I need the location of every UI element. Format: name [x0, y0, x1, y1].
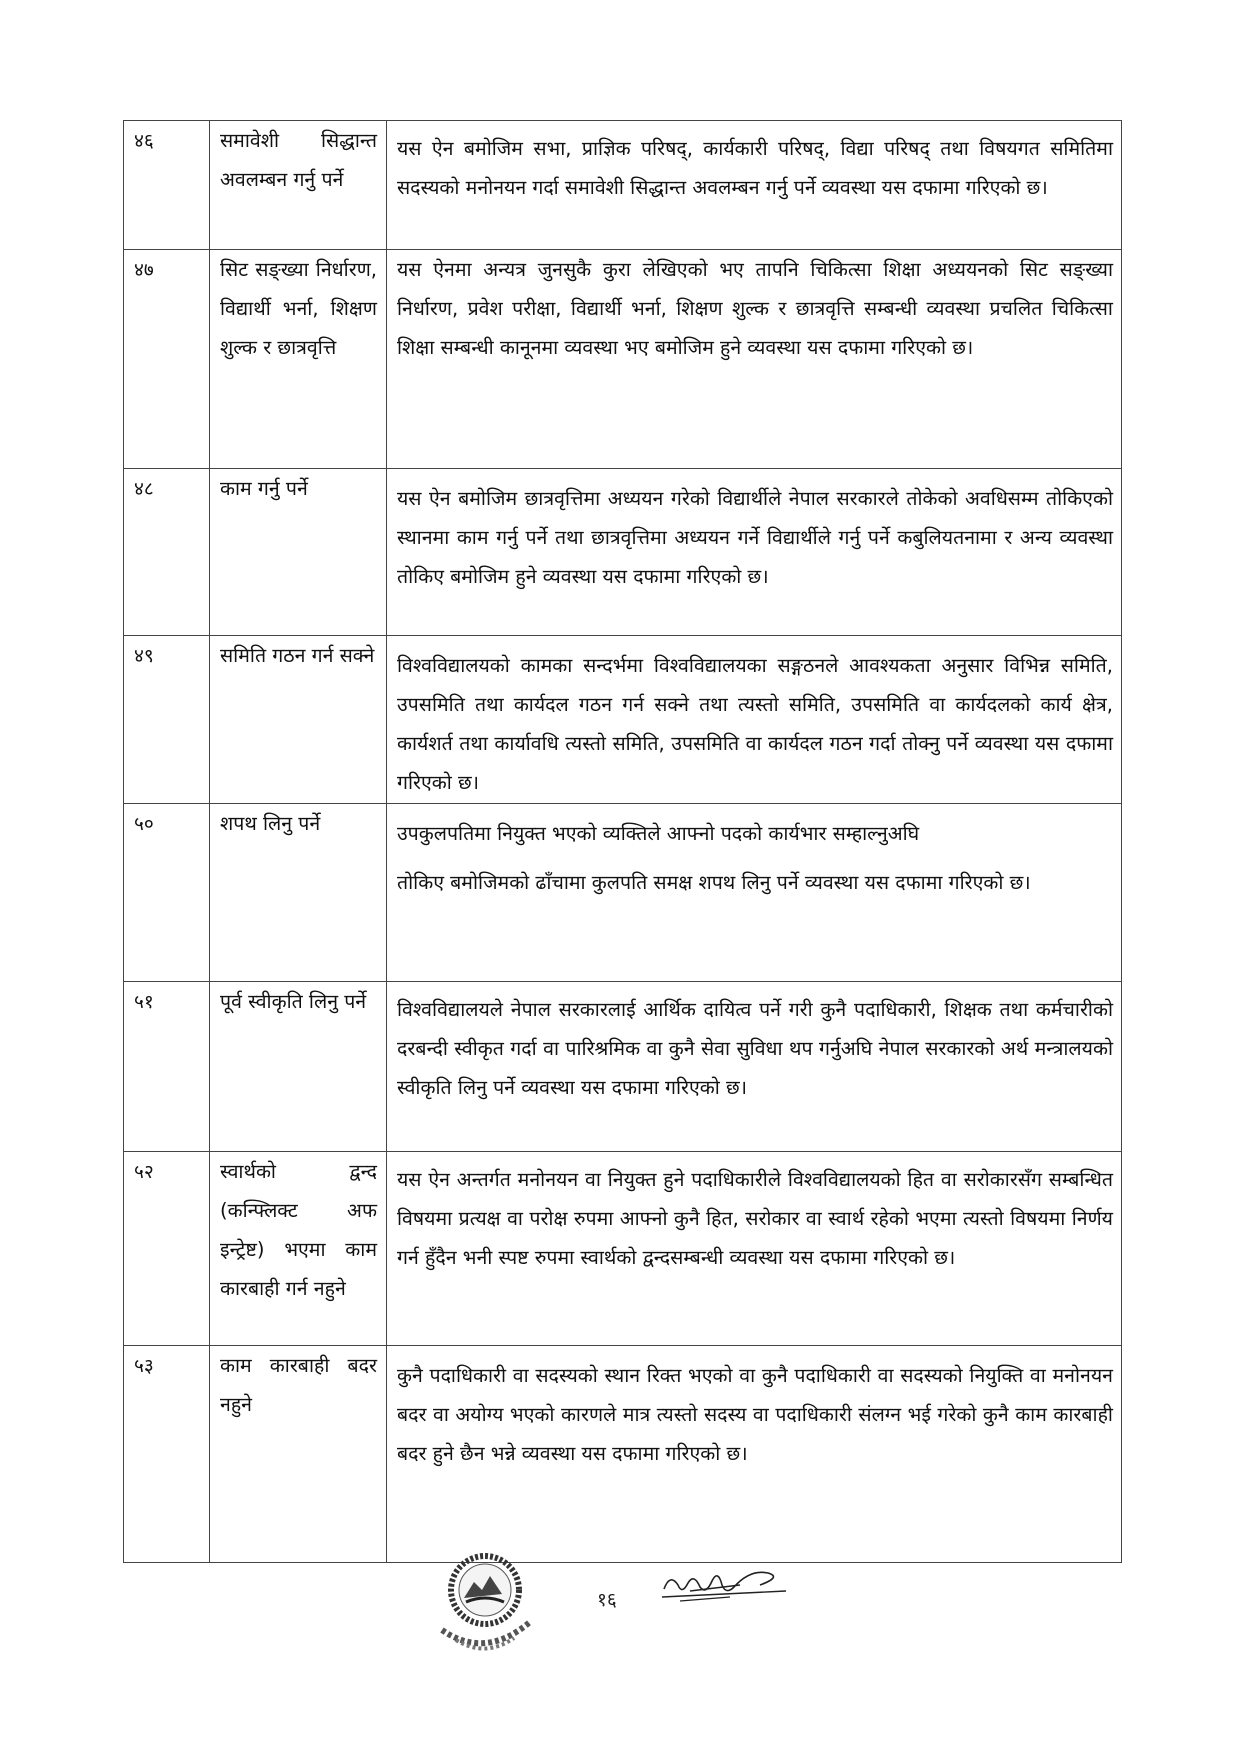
table-row: [124, 636, 1122, 804]
section-number: ४८: [124, 469, 210, 636]
section-description: [387, 121, 1122, 250]
section-title: स्वार्थको द्वन्द (कन्फ्लिक्ट अफ इन्ट्रेष्ट) भएमा काम कारबाही गर्न नहुने: [210, 1152, 387, 1346]
description-paragraph: यस ऐनमा अन्यत्र जुनसुकै कुरा लेखिएको भए तापनि चिकित्सा शिक्षा अध्ययनको सिट सङ्ख्या निर्धारण, प्रवेश परीक्षा, विद्यार्थी भर्ना, शिक्षण शुल्क र छात्रवृत्ति सम्बन्धी व्यवस्था प्रचलित चिकित्सा शिक्षा सम्बन्धी कानूनमा व्यवस्था भए बमोजिम हुने व्यवस्था यस दफामा गरिएको छ।: [397, 258, 1113, 359]
section-number: ५०: [124, 804, 210, 982]
section-title: शपथ लिनु पर्ने: [210, 804, 387, 982]
table-row: [124, 250, 1122, 469]
section-description: [387, 469, 1122, 636]
section-title: काम गर्नु पर्ने: [210, 469, 387, 636]
section-description: [387, 1346, 1122, 1563]
section-number: ५३: [124, 1346, 210, 1563]
section-number: ५१: [124, 982, 210, 1152]
section-title: समावेशी सिद्धान्त अवलम्बन गर्नु पर्ने: [210, 121, 387, 250]
section-description: [387, 636, 1122, 804]
description-paragraph: उपकुलपतिमा नियुक्त भएको व्यक्तिले आफ्नो पदको कार्यभार सम्हाल्नुअघि: [397, 822, 920, 845]
table-row: [124, 1346, 1122, 1563]
description-paragraph: यस ऐन बमोजिम सभा, प्राज्ञिक परिषद्, कार्यकारी परिषद्, विद्या परिषद् तथा विषयगत समितिमा सदस्यको मनोनयन गर्दा समावेशी सिद्धान्त अवलम्बन गर्नु पर्ने व्यवस्था यस दफामा गरिएको छ।: [397, 137, 1113, 199]
description-paragraph: कुनै पदाधिकारी वा सदस्यको स्थान रिक्त भएको वा कुनै पदाधिकारी वा सदस्यको नियुक्ति वा मनोनयन बदर वा अयोग्य भएको कारणले मात्र त्यस्तो सदस्य वा पदाधिकारी संलग्न भई गरेको कुनै काम कारबाही बदर हुने छैन भन्ने व्यवस्था यस दफामा गरिएको छ।: [397, 1364, 1113, 1465]
page-number: १६: [597, 1589, 617, 1611]
section-title: काम कारबाही बदर नहुने: [210, 1346, 387, 1563]
description-paragraph: विश्वविद्यालयले नेपाल सरकारलाई आर्थिक दायित्व पर्ने गरी कुनै पदाधिकारी, शिक्षक तथा कर्मचारीको दरबन्दी स्वीकृत गर्दा वा पारिश्रमिक वा कुनै सेवा सुविधा थप गर्नुअघि नेपाल सरकारको अर्थ मन्त्रालयको स्वीकृति लिनु पर्ने व्यवस्था यस दफामा गरिएको छ।: [397, 998, 1113, 1099]
section-description: [387, 1152, 1122, 1346]
table-row: [124, 469, 1122, 636]
section-description: [387, 250, 1122, 469]
description-paragraph: यस ऐन बमोजिम छात्रवृत्तिमा अध्ययन गरेको विद्यार्थीले नेपाल सरकारले तोकेको अवधिसम्म तोकिएको स्थानमा काम गर्नु पर्ने तथा छात्रवृत्तिमा अध्ययन गर्ने विद्यार्थीले गर्नु पर्ने कबुलियतनामा र अन्य व्यवस्था तोकिए बमोजिम हुने व्यवस्था यस दफामा गरिएको छ।: [397, 487, 1113, 588]
section-description: [387, 804, 1122, 982]
signature-icon: [660, 1565, 790, 1615]
government-seal-icon: [430, 1548, 540, 1660]
description-paragraph: यस ऐन अन्तर्गत मनोनयन वा नियुक्त हुने पदाधिकारीले विश्वविद्यालयको हित वा सरोकारसँग सम्बन्धित विषयमा प्रत्यक्ष वा परोक्ष रुपमा आफ्नो कुनै हित, सरोकार वा स्वार्थ रहेको भएमा त्यस्तो विषयमा निर्णय गर्न हुँदैन भनी स्पष्ट रुपमा स्वार्थको द्वन्दसम्बन्धी व्यवस्था यस दफामा गरिएको छ।: [397, 1168, 1113, 1269]
section-title: पूर्व स्वीकृति लिनु पर्ने: [210, 982, 387, 1152]
section-number: ४७: [124, 250, 210, 469]
description-paragraph: विश्वविद्यालयको कामका सन्दर्भमा विश्वविद्यालयका सङ्गठनले आवश्यकता अनुसार विभिन्न समिति, उपसमिति तथा कार्यदल गठन गर्न सक्ने तथा त्यस्तो समिति, उपसमिति वा कार्यदलको कार्य क्षेत्र, कार्यशर्त तथा कार्यावधि त्यस्तो समिति, उपसमिति वा कार्यदल गठन गर्दा तोक्नु पर्ने व्यवस्था यस दफामा गरिएको छ।: [397, 654, 1114, 794]
table-row: [124, 804, 1122, 982]
table-row: [124, 982, 1122, 1152]
section-number: ४९: [124, 636, 210, 804]
sections-table: [123, 120, 1122, 1563]
section-description: [387, 982, 1122, 1152]
section-title: सिट सङ्ख्या निर्धारण, विद्यार्थी भर्ना, शिक्षण शुल्क र छात्रवृत्ति: [210, 250, 387, 469]
table-row: [124, 1152, 1122, 1346]
table-row: [124, 121, 1122, 250]
section-number: ५२: [124, 1152, 210, 1346]
description-paragraph: तोकिए बमोजिमको ढाँचामा कुलपति समक्ष शपथ लिनु पर्ने व्यवस्था यस दफामा गरिएको छ।: [397, 871, 1031, 894]
section-number: ४६: [124, 121, 210, 250]
section-title: समिति गठन गर्न सक्ने: [210, 636, 387, 804]
